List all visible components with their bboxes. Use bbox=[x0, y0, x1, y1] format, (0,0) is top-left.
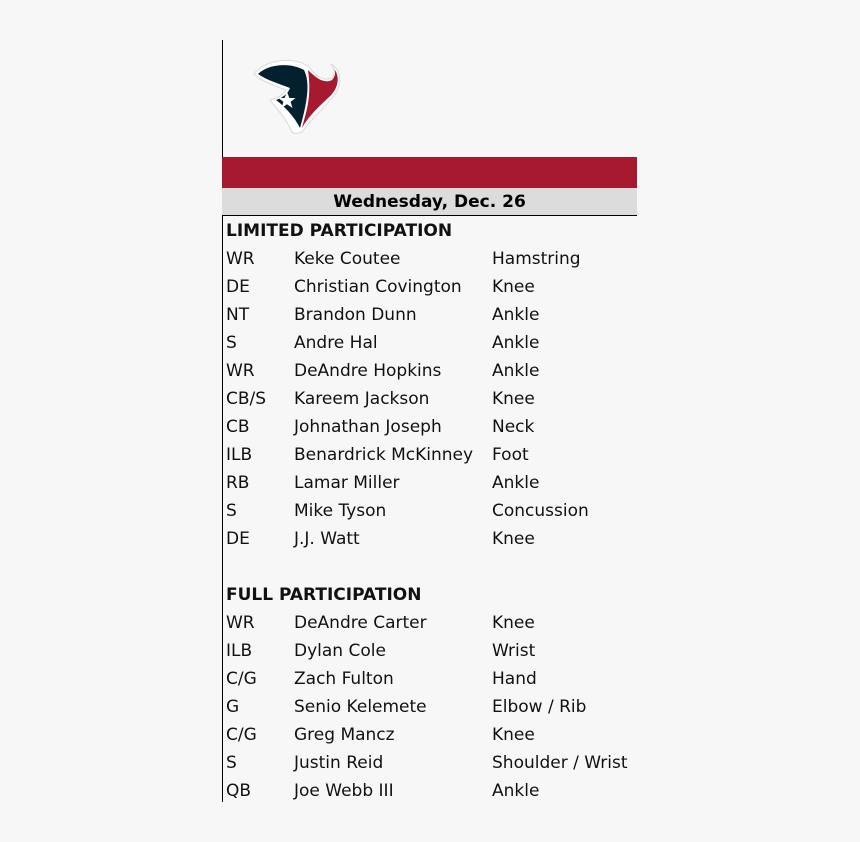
table-row bbox=[222, 273, 637, 301]
player-injury: Knee bbox=[492, 277, 535, 297]
section-heading-limited: LIMITED PARTICIPATION bbox=[226, 221, 453, 241]
player-injury: Hamstring bbox=[492, 249, 581, 269]
table-row bbox=[222, 525, 637, 553]
player-position: S bbox=[226, 753, 237, 773]
player-name: Mike Tyson bbox=[294, 501, 387, 521]
table-row bbox=[222, 637, 637, 665]
player-position: QB bbox=[226, 781, 252, 801]
player-name: Johnathan Joseph bbox=[294, 417, 442, 437]
player-injury: Knee bbox=[492, 529, 535, 549]
table-row bbox=[222, 693, 637, 721]
player-name: Dylan Cole bbox=[294, 641, 386, 661]
player-injury: Hand bbox=[492, 669, 537, 689]
player-name: Greg Mancz bbox=[294, 725, 395, 745]
player-position: S bbox=[226, 333, 237, 353]
player-position: C/G bbox=[226, 669, 257, 689]
player-injury: Elbow / Rib bbox=[492, 697, 587, 717]
table-row bbox=[222, 329, 637, 357]
table-row bbox=[222, 497, 637, 525]
table-row bbox=[222, 357, 637, 385]
player-injury: Ankle bbox=[492, 333, 540, 353]
texans-bull-logo-icon bbox=[250, 52, 342, 136]
player-injury: Knee bbox=[492, 725, 535, 745]
player-name: Keke Coutee bbox=[294, 249, 401, 269]
player-position: C/G bbox=[226, 725, 257, 745]
table-row bbox=[222, 385, 637, 413]
table-row bbox=[222, 301, 637, 329]
player-name: Joe Webb III bbox=[294, 781, 394, 801]
table-row bbox=[222, 441, 637, 469]
table-row bbox=[222, 777, 637, 805]
player-injury: Shoulder / Wrist bbox=[492, 753, 628, 773]
table-row bbox=[222, 609, 637, 637]
table-row bbox=[222, 413, 637, 441]
player-name: Kareem Jackson bbox=[294, 389, 430, 409]
player-name: DeAndre Carter bbox=[294, 613, 427, 633]
player-position: G bbox=[226, 697, 240, 717]
player-position: CB/S bbox=[226, 389, 267, 409]
player-name: Lamar Miller bbox=[294, 473, 400, 493]
table-row bbox=[222, 749, 637, 777]
player-injury: Knee bbox=[492, 613, 535, 633]
player-name: Benardrick McKinney bbox=[294, 445, 474, 465]
player-position: ILB bbox=[226, 641, 253, 661]
player-injury: Ankle bbox=[492, 781, 540, 801]
player-injury: Ankle bbox=[492, 473, 540, 493]
header-red-bar bbox=[222, 157, 637, 188]
player-injury: Concussion bbox=[492, 501, 589, 521]
player-position: WR bbox=[226, 361, 255, 381]
player-name: Senio Kelemete bbox=[294, 697, 427, 717]
player-position: NT bbox=[226, 305, 250, 325]
player-position: S bbox=[226, 501, 237, 521]
player-injury: Neck bbox=[492, 417, 535, 437]
player-name: Zach Fulton bbox=[294, 669, 394, 689]
player-position: RB bbox=[226, 473, 250, 493]
player-position: DE bbox=[226, 529, 250, 549]
player-name: DeAndre Hopkins bbox=[294, 361, 442, 381]
table-row bbox=[222, 469, 637, 497]
player-position: DE bbox=[226, 277, 250, 297]
report-date: Wednesday, Dec. 26 bbox=[222, 188, 637, 216]
player-injury: Foot bbox=[492, 445, 529, 465]
player-injury: Knee bbox=[492, 389, 535, 409]
player-position: WR bbox=[226, 249, 255, 269]
table-row bbox=[222, 245, 637, 273]
player-name: Brandon Dunn bbox=[294, 305, 417, 325]
table-row bbox=[222, 721, 637, 749]
player-name: J.J. Watt bbox=[294, 529, 360, 549]
player-injury: Wrist bbox=[492, 641, 536, 661]
section-heading-full: FULL PARTICIPATION bbox=[226, 585, 422, 605]
player-position: ILB bbox=[226, 445, 253, 465]
player-injury: Ankle bbox=[492, 305, 540, 325]
player-name: Justin Reid bbox=[294, 753, 384, 773]
table-row bbox=[222, 665, 637, 693]
player-injury: Ankle bbox=[492, 361, 540, 381]
injury-report-sheet bbox=[222, 40, 637, 802]
player-name: Andre Hal bbox=[294, 333, 378, 353]
player-name: Christian Covington bbox=[294, 277, 462, 297]
player-position: WR bbox=[226, 613, 255, 633]
player-position: CB bbox=[226, 417, 250, 437]
